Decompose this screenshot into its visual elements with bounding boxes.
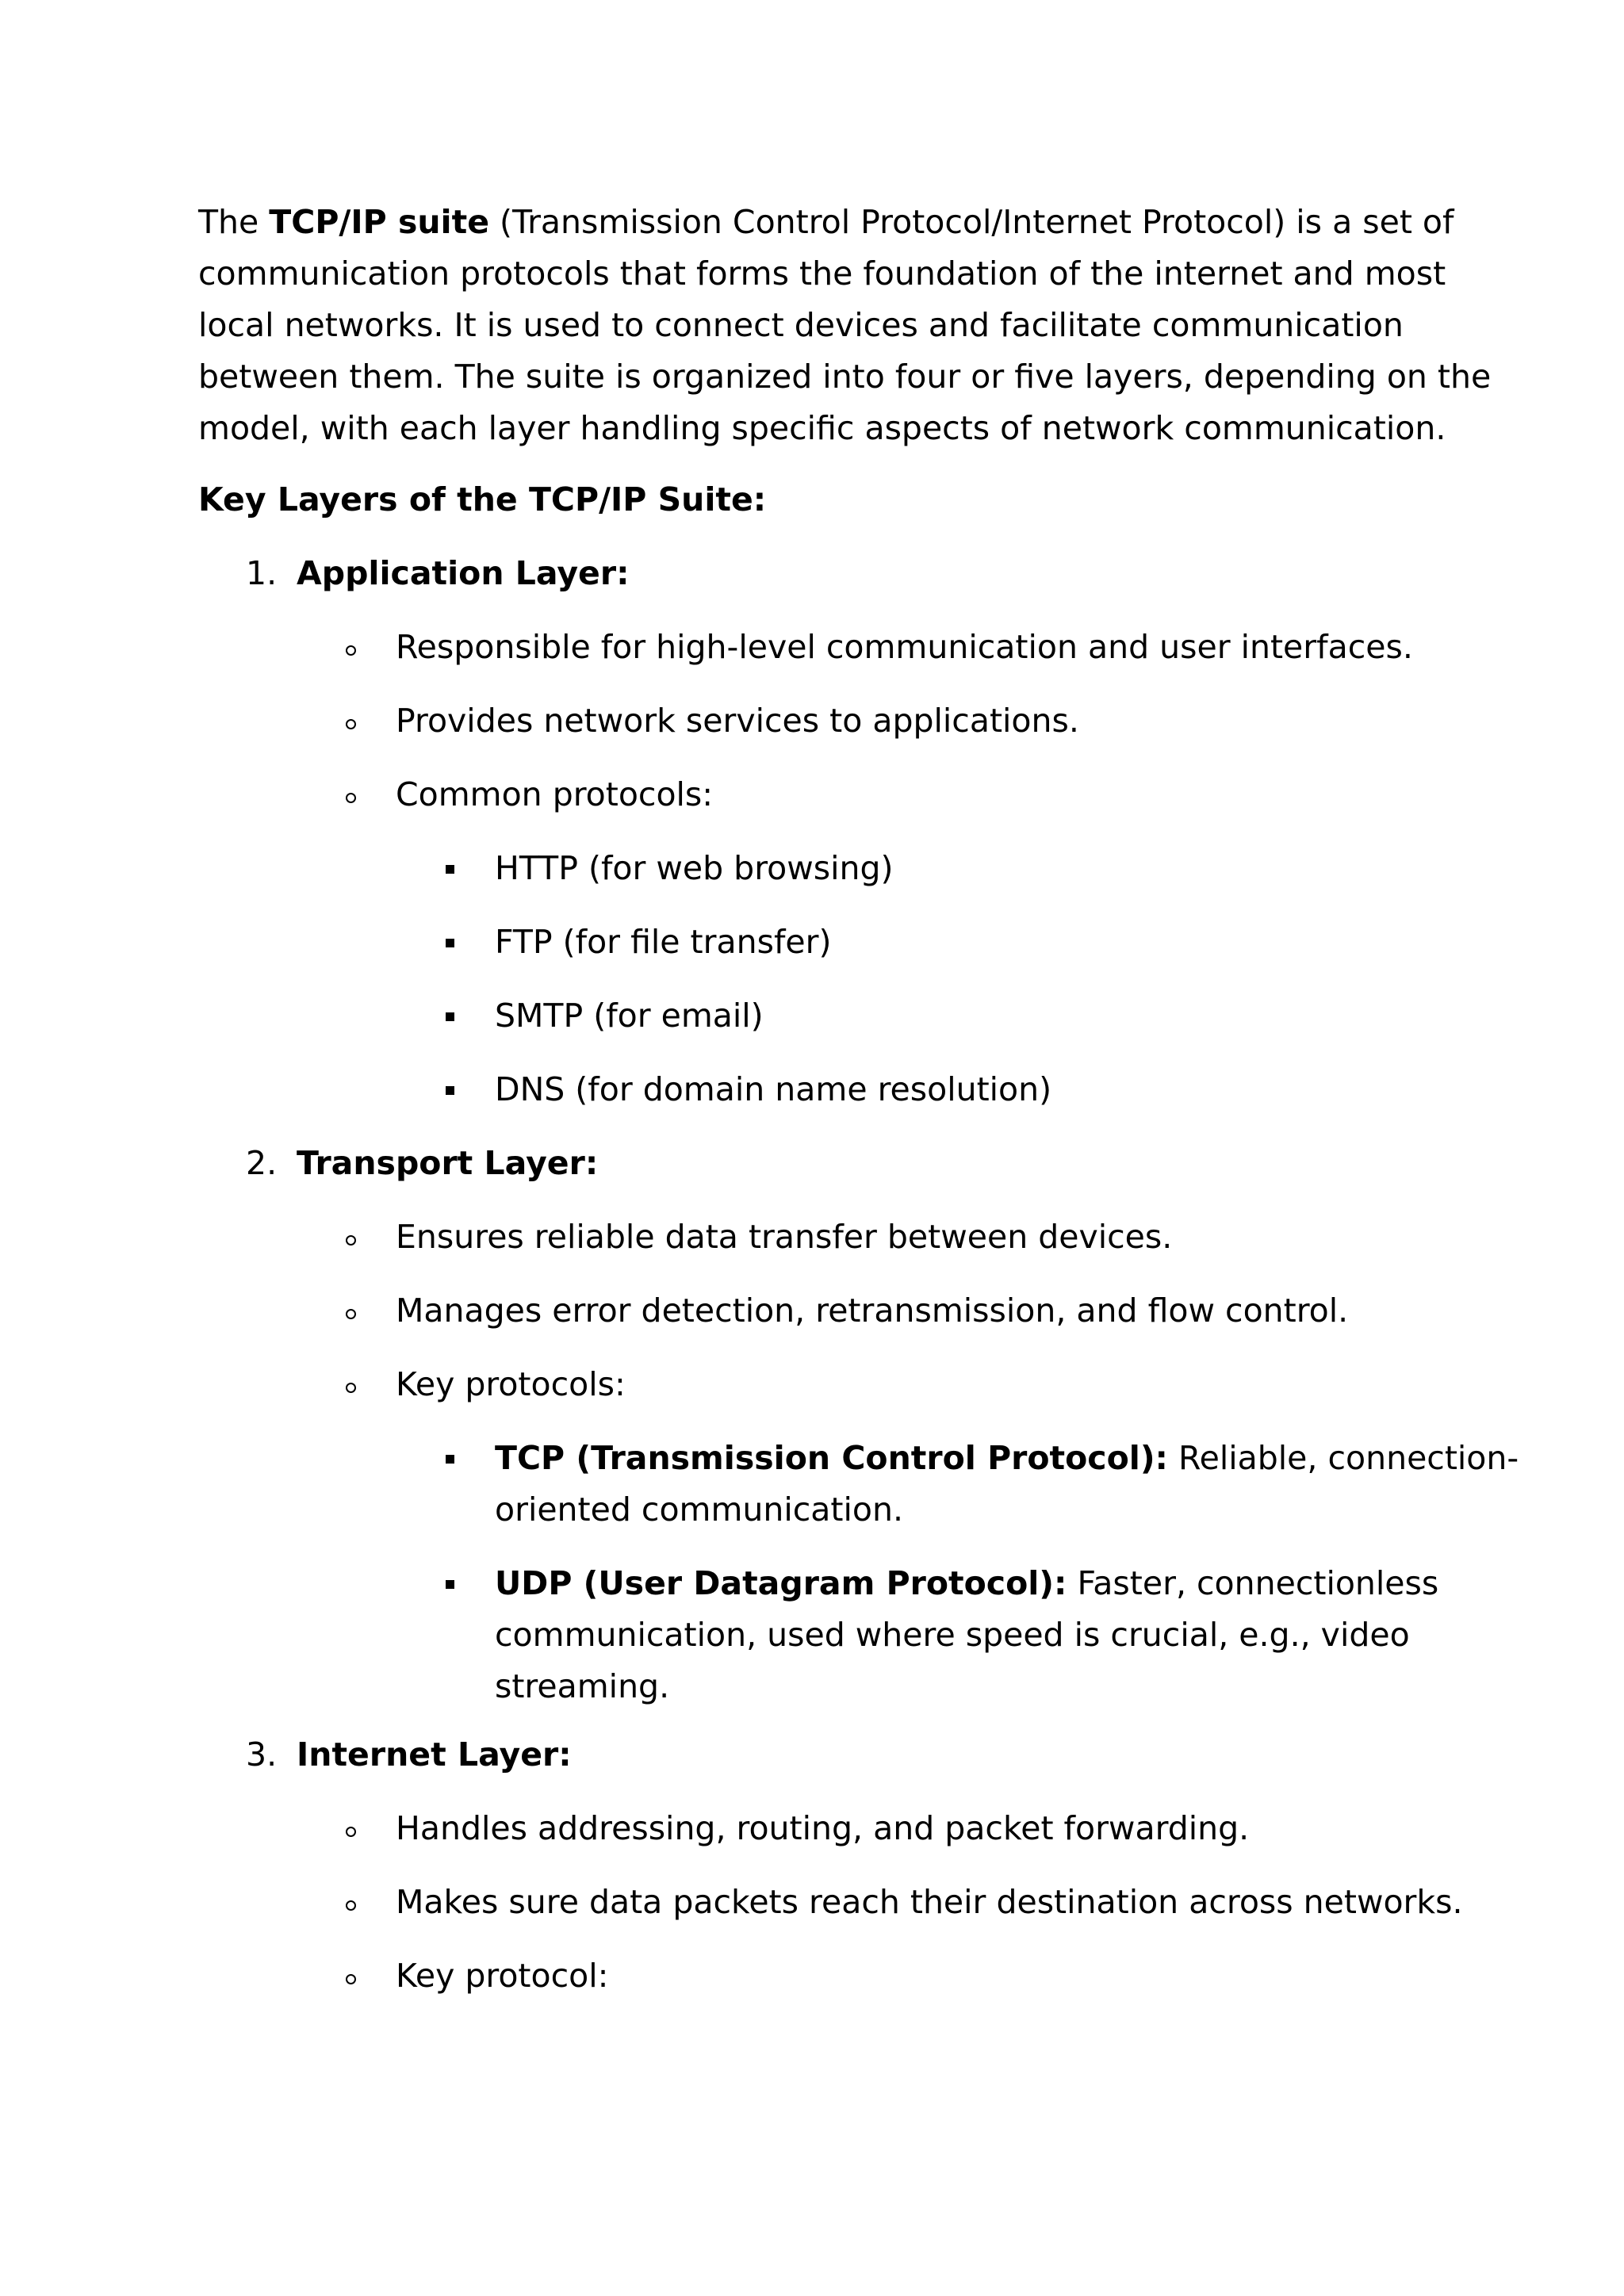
- layer-point: Responsible for high-level communication and user interfaces.: [0, 622, 1624, 673]
- layer-point: Manages error detection, retransmission, and flow control.: [0, 1285, 1624, 1337]
- layer-point: Ensures reliable data transfer between devices.: [0, 1211, 1624, 1263]
- intro-line: local networks. It is used to connect devices and facilitate communication: [198, 306, 1404, 344]
- layer-title: Internet Layer:: [297, 1735, 572, 1774]
- intro-line: The TCP/IP suite (Transmission Control Protocol/Internet Protocol) is a set of: [198, 203, 1454, 241]
- protocol-name: TCP (Transmission Control Protocol):: [495, 1439, 1168, 1477]
- circle-bullet-icon: [346, 645, 356, 656]
- square-bullet-icon: [446, 939, 454, 947]
- square-bullet-icon: [446, 1086, 454, 1095]
- protocol-item: FTP (for file transfer): [0, 916, 1624, 968]
- square-bullet-icon: [446, 1580, 454, 1589]
- protocol-name: UDP (User Datagram Protocol):: [495, 1564, 1067, 1602]
- protocol-description-tcp: TCP (Transmission Control Protocol): Reliable, connection- oriented communication.: [495, 1439, 1519, 1529]
- circle-bullet-icon: [346, 1235, 356, 1246]
- list-number: 3.: [246, 1735, 278, 1774]
- layer-point: Handles addressing, routing, and packet forwarding.: [0, 1803, 1624, 1854]
- circle-bullet-icon: [346, 1827, 356, 1837]
- section-heading: Key Layers of the TCP/IP Suite:: [198, 480, 767, 519]
- layer-point: Provides network services to applications.: [0, 695, 1624, 747]
- square-bullet-icon: [446, 1455, 454, 1464]
- layer-item: [0, 548, 1624, 599]
- intro-line: model, with each layer handling specific aspects of network communication.: [198, 409, 1446, 447]
- circle-bullet-icon: [346, 1383, 356, 1393]
- square-bullet-icon: [446, 865, 454, 874]
- intro-line: between them. The suite is organized into four or five layers, depending on the: [198, 358, 1492, 396]
- circle-bullet-icon: [346, 1309, 356, 1319]
- layer-point: Makes sure data packets reach their destination across networks.: [0, 1877, 1624, 1928]
- list-number: 2.: [246, 1144, 278, 1182]
- protocol-item: SMTP (for email): [0, 990, 1624, 1042]
- intro-line: communication protocols that forms the foundation of the internet and most: [198, 254, 1446, 293]
- layer-title: Application Layer:: [297, 554, 630, 592]
- intro-paragraph: [198, 197, 1492, 454]
- protocol-description-udp: UDP (User Datagram Protocol): Faster, connectionless communication, used where speed is crucial, e.g., video streaming.: [495, 1564, 1439, 1705]
- layer-point: Key protocol:: [0, 1950, 1624, 2002]
- circle-bullet-icon: [346, 719, 356, 729]
- protocol-item: DNS (for domain name resolution): [0, 1064, 1624, 1115]
- tcpip-suite-term: TCP/IP suite: [269, 203, 490, 241]
- layer-title: Transport Layer:: [297, 1144, 599, 1182]
- layer-item: [0, 1138, 1624, 1189]
- circle-bullet-icon: [346, 793, 356, 803]
- list-number: 1.: [246, 554, 278, 592]
- square-bullet-icon: [446, 1012, 454, 1021]
- layer-point: Key protocols:: [0, 1359, 1624, 1410]
- layer-item: [0, 1729, 1624, 1781]
- circle-bullet-icon: [346, 1900, 356, 1911]
- layer-point: Common protocols:: [0, 769, 1624, 821]
- circle-bullet-icon: [346, 1974, 356, 1984]
- protocol-item: HTTP (for web browsing): [0, 843, 1624, 894]
